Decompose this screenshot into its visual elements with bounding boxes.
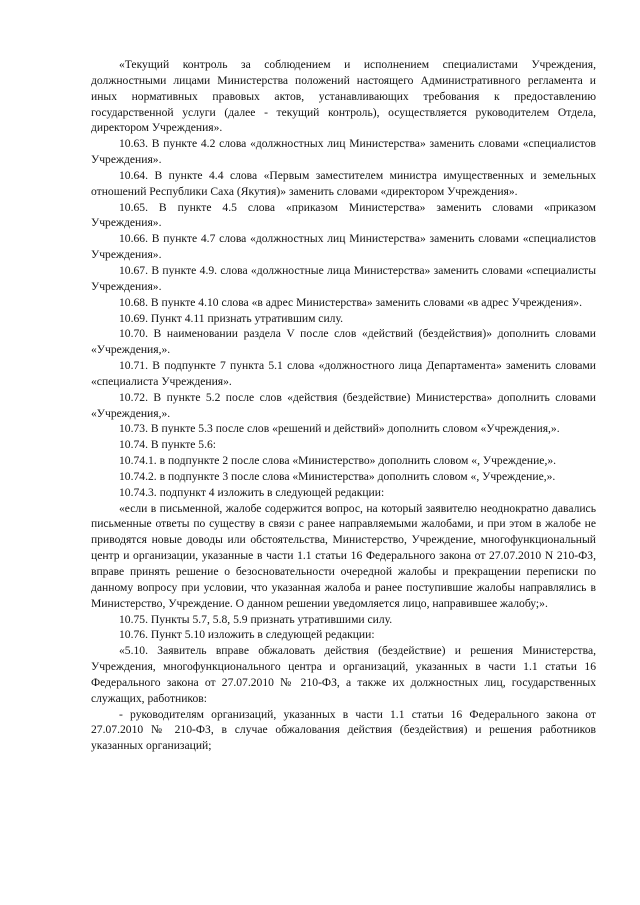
paragraph-5-10-bullet: - руководителям организаций, указанных в части 1.1 статьи 16 Федерального закона от 27.07.2010 № 210-ФЗ, в случае обжалования действия (бездействия) и решения работников указанных организаций; xyxy=(91,707,596,753)
paragraph-10-76: 10.76. Пункт 5.10 изложить в следующей редакции: xyxy=(119,628,375,642)
paragraph-10-66: 10.66. В пункте 4.7 слова «должностных лиц Министерства» заменить словами «специалистов Учреждения». xyxy=(91,232,596,262)
paragraph-10-74-3: 10.74.3. подпункт 4 изложить в следующей редакции: xyxy=(119,485,385,499)
paragraph-10-63: 10.63. В пункте 4.2 слова «должностных лиц Министерства» заменить словами «специалистов Учреждения». xyxy=(91,137,596,167)
paragraph-10-70: 10.70. В наименовании раздела V после слов «действий (бездействия)» дополнить словами «Учреждения,». xyxy=(91,327,596,357)
paragraph-subitem-4-text: «если в письменной, жалобе содержится вопрос, на который заявителю неоднократно давались письменные ответы по существу в связи с ранее направляемыми жалобами, и при этом в жалобе не приводятся новые доводы или обстоятельства, Министерство, Учреждение, многофункциональный центр и организации, указанные в части 1.1 статьи 16 Федерального закона от 27.07.2010 N 210-ФЗ, вправе принять решение о безосновательности очередной жалобы и прекращении переписки по данному вопросу при условии, что указанная жалоба и ранее поступившие жалобы направлялись в Министерство, Учреждение. О данном решении уведомляется лицо, направившее жалобу;». xyxy=(91,501,596,610)
paragraph-10-71: 10.71. В подпункте 7 пункта 5.1 слова «должностного лица Департамента» заменить словами «специалиста Учреждения». xyxy=(91,359,596,388)
paragraph-10-74: 10.74. В пункте 5.6: xyxy=(119,438,217,452)
paragraph-10-74-2: 10.74.2. в подпункте 3 после слова «Министерства» дополнить словом «, Учреждение,». xyxy=(119,469,556,483)
paragraph-control-definition: «Текущий контроль за соблюдением и исполнением специалистами Учреждения, должностными лицами Министерства положений настоящего Административного регламента и иных нормативных правовых актов, устанавливающих требования к предоставлению государственной услуги (далее - текущий контроль), осуществляется руководителем Отдела, директором Учреждения». xyxy=(91,58,596,135)
paragraph-10-65: 10.65. В пункте 4.5 слова «приказом Министерства» заменить словами «приказом Учреждения». xyxy=(91,200,596,230)
paragraph-10-68: 10.68. В пункте 4.10 слова «в адрес Министерства» заменить словами «в адрес Учреждения». xyxy=(119,295,583,309)
document-body xyxy=(91,57,596,754)
paragraph-10-73: 10.73. В пункте 5.3 после слов «решений и действий» дополнить словом «Учреждения,». xyxy=(119,422,560,436)
paragraph-10-72: 10.72. В пункте 5.2 после слов «действия (бездействие) Министерства» дополнить словами «Учреждения,». xyxy=(91,390,596,420)
paragraph-5-10-text: «5.10. Заявитель вправе обжаловать действия (бездействие) и решения Министерства, Учреждения, многофункционального центра и организаций, указанных в части 1.1 статьи 16 Федерального закона от 27.07.2010 № 210-ФЗ, а также их должностных лиц, государственных служащих, работников: xyxy=(91,644,596,705)
paragraph-10-67: 10.67. В пункте 4.9. слова «должностные лица Министерства» заменить словами «специалисты Учреждения». xyxy=(91,263,596,293)
paragraph-10-64: 10.64. В пункте 4.4 слова «Первым заместителем министра имущественных и земельных отношений Республики Саха (Якутия)» заменить словами «директором Учреждения». xyxy=(91,168,596,198)
paragraph-10-69: 10.69. Пункт 4.11 признать утратившим силу. xyxy=(119,311,343,325)
paragraph-10-74-1: 10.74.1. в подпункте 2 после слова «Министерство» дополнить словом «, Учреждение,». xyxy=(119,454,557,468)
paragraph-10-75: 10.75. Пункты 5.7, 5.8, 5.9 признать утратившими силу. xyxy=(119,612,393,626)
